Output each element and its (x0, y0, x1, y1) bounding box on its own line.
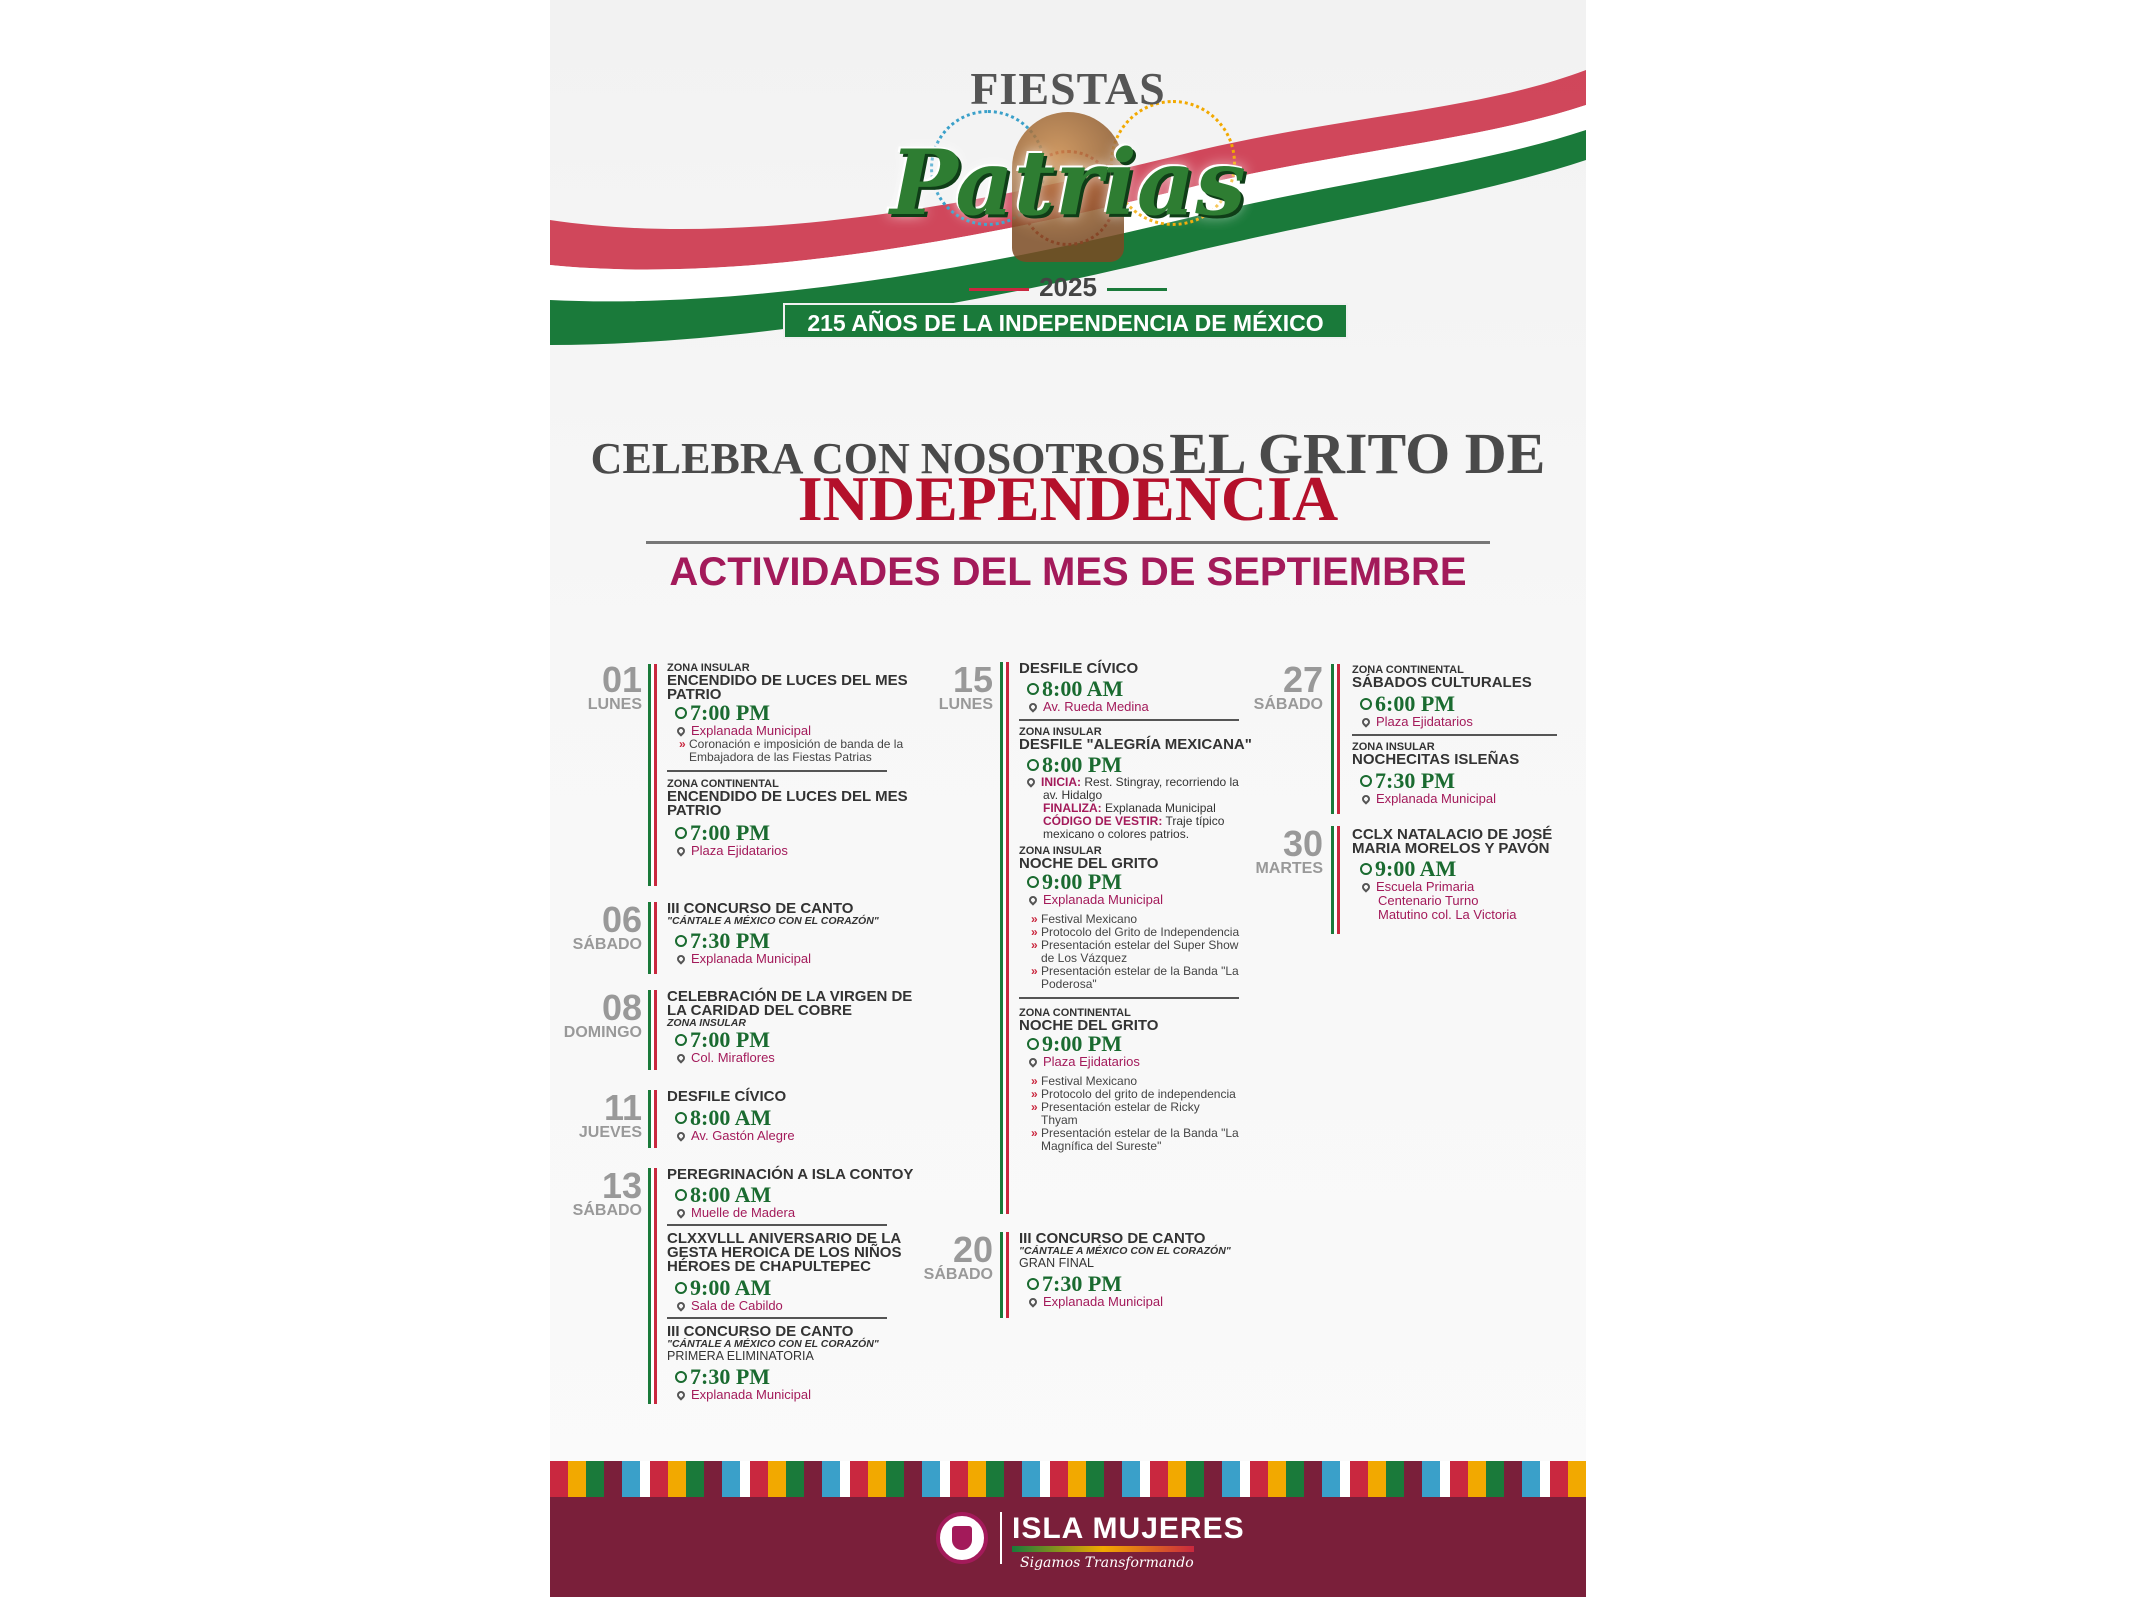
event-title: ENCENDIDO DE LUCES DEL MES PATRIO (667, 672, 908, 703)
footer-slogan: Sigamos Transformando (1020, 1555, 1194, 1571)
event-place: Sala de Cabildo (675, 1299, 917, 1313)
header-fiestas: FIESTAS (970, 63, 1166, 114)
location-pin-icon (675, 845, 686, 856)
event-place: Explanada Municipal (1360, 792, 1577, 806)
event-time: 7:30 PM (1027, 1273, 1269, 1295)
event-bullet: » Presentación estelar del Super Show de Los Vázquez (1041, 939, 1246, 965)
day-name: LUNES (938, 696, 993, 713)
event (667, 902, 917, 966)
day-name: MARTES (1255, 860, 1323, 877)
headline-independencia: INDEPENDENCIA (797, 463, 1339, 534)
event-title: NOCHE DEL GRITO (1019, 1017, 1159, 1034)
event-note: GRAN FINAL (1019, 1256, 1095, 1270)
flag-bars (1000, 662, 1009, 1214)
decorative-pattern-strip (550, 1461, 1586, 1497)
event-title: SÁBADOS CULTURALES (1352, 674, 1532, 691)
day-name: LUNES (587, 696, 642, 713)
location-pin-icon (1027, 894, 1038, 905)
event-zone: ZONA CONTINENTAL (667, 778, 779, 790)
event-zone: ZONA INSULAR (667, 662, 750, 674)
event-title: DESFILE "ALEGRÍA MEXICANA" (1019, 736, 1252, 753)
event (1352, 664, 1577, 806)
location-pin-icon (675, 1300, 686, 1311)
event-time: 9:00 AM (1360, 858, 1577, 880)
location-pin-icon (1360, 793, 1371, 804)
event-title: DESFILE CÍVICO (1019, 660, 1139, 677)
day-number: 15 (952, 659, 993, 700)
header-year: 2025 (550, 272, 1586, 303)
event-place: Plaza Ejidatarios (675, 844, 917, 858)
location-pin-icon (1027, 1296, 1038, 1307)
separator (1352, 734, 1557, 736)
clock-icon (675, 1282, 687, 1294)
subtitle: ACTIVIDADES DEL MES DE SEPTIEMBRE (669, 550, 1467, 594)
flag-bars (648, 990, 657, 1070)
event-place: Muelle de Madera (675, 1206, 917, 1220)
event-place: Av. Rueda Medina (1027, 700, 1269, 714)
flag-bars (648, 902, 657, 974)
location-pin-icon (1025, 776, 1036, 787)
location-pin-icon (675, 1389, 686, 1400)
flag-bars (648, 664, 657, 886)
event-zone: ZONA INSULAR (1019, 845, 1102, 857)
event-place: Explanada Municipal (675, 1388, 917, 1402)
location-pin-icon (1027, 1056, 1038, 1067)
flag-bars (1331, 826, 1340, 934)
event-place: Escuela Primaria Centenario Turno Matutino col. La Victoria (1360, 880, 1528, 922)
clock-icon (675, 1189, 687, 1201)
day-number: 06 (601, 899, 642, 940)
clock-icon (1027, 683, 1039, 695)
event-detail-end: FINALIZA: Explanada Municipal (1043, 801, 1216, 815)
clock-icon (675, 935, 687, 947)
event-place: Explanada Municipal (1027, 893, 1269, 907)
event-time: 7:00 PM (675, 702, 917, 724)
clock-icon (1027, 876, 1039, 888)
event-title: NOCHECITAS ISLEÑAS (1352, 751, 1520, 768)
clock-icon (1360, 863, 1372, 875)
day-number: 27 (1282, 659, 1323, 700)
event-time: 8:00 AM (1027, 678, 1269, 700)
event-place: Plaza Ejidatarios (1360, 715, 1577, 729)
event-time: 7:00 PM (675, 822, 917, 844)
clock-icon (675, 707, 687, 719)
event-bullet: » Presentación estelar de la Banda "La Poderosa" (1041, 965, 1266, 991)
location-pin-icon (1360, 881, 1371, 892)
location-pin-icon (675, 1130, 686, 1141)
event-bullet: » Presentación estelar de Ricky Thyam (1041, 1101, 1201, 1127)
clock-icon (1360, 775, 1372, 787)
event-time: 9:00 PM (1027, 1033, 1269, 1055)
day-name: SÁBADO (572, 936, 642, 953)
event-title: ENCENDIDO DE LUCES DEL MES PATRIO (667, 788, 908, 819)
clock-icon (1027, 759, 1039, 771)
separator (667, 1317, 887, 1319)
event-subtitle: "CÁNTALE A MÉXICO CON EL CORAZÓN" (1019, 1245, 1231, 1257)
separator (667, 770, 887, 772)
separator (667, 1224, 887, 1226)
day-name: SÁBADO (1253, 696, 1323, 713)
day-name: SÁBADO (572, 1202, 642, 1219)
event-time: 8:00 PM (1027, 754, 1269, 776)
event (667, 662, 917, 858)
event-bullet: » Festival Mexicano (1041, 913, 1269, 926)
footer-color-bar (1012, 1546, 1194, 1552)
clock-icon (675, 1034, 687, 1046)
divider (646, 541, 1490, 544)
event (1019, 1232, 1269, 1309)
event-subtitle: ZONA INSULAR (667, 1017, 746, 1029)
event-time: 6:00 PM (1360, 693, 1577, 715)
location-pin-icon (675, 953, 686, 964)
event-title: PEREGRINACIÓN A ISLA CONTOY (667, 1166, 914, 1183)
event-bullet: » Protocolo del grito de independencia (1041, 1088, 1241, 1101)
location-pin-icon (675, 725, 686, 736)
event-title: CELEBRACIÓN DE LA VIRGEN DE LA CARIDAD DEL COBRE (667, 988, 913, 1019)
event-detail-dresscode: CÓDIGO DE VESTIR: Traje típico mexicano o colores patrios. (1043, 814, 1225, 841)
headline-big: EL GRITO DE (1169, 421, 1546, 486)
clock-icon (675, 827, 687, 839)
day-name: DOMINGO (563, 1024, 642, 1041)
event-detail-start: INICIA: Rest. Stingray, recorriendo la av. Hidalgo (1043, 776, 1243, 802)
day-number: 08 (601, 987, 642, 1028)
flag-bars (648, 1090, 657, 1148)
event-title: CLXXVLLL ANIVERSARIO DE LA GESTA HEROICA DE LOS NIÑOS HÉROES DE CHAPULTEPEC (667, 1230, 902, 1275)
day-number: 20 (952, 1229, 993, 1270)
event-zone: ZONA INSULAR (1019, 726, 1102, 738)
flag-bars (648, 1168, 657, 1404)
flag-bars (1000, 1232, 1009, 1318)
event-time: 7:30 PM (675, 930, 917, 952)
municipal-seal-icon (936, 1512, 988, 1564)
event-time: 8:00 AM (675, 1184, 917, 1206)
poster (550, 0, 1586, 1597)
location-pin-icon (1027, 701, 1038, 712)
event (1019, 662, 1269, 1153)
footer-divider (1000, 1512, 1002, 1564)
event-time: 8:00 AM (675, 1107, 917, 1129)
event-time: 9:00 AM (675, 1277, 917, 1299)
event-bullet: » Protocolo del Grito de Independencia (1041, 926, 1241, 939)
event-subtitle: "CÁNTALE A MÉXICO CON EL CORAZÓN" (667, 1338, 879, 1350)
event-title: III CONCURSO DE CANTO (667, 900, 854, 917)
location-pin-icon (675, 1052, 686, 1063)
separator (1019, 719, 1239, 721)
event-time: 9:00 PM (1027, 871, 1269, 893)
footer-brand: ISLA MUJERES (1012, 1512, 1245, 1545)
event-bullet: » Presentación estelar de la Banda "La Magnífica del Sureste" (1041, 1127, 1266, 1153)
day-number: 13 (601, 1165, 642, 1206)
event (667, 1090, 917, 1143)
event-subtitle: "CÁNTALE A MÉXICO CON EL CORAZÓN" (667, 915, 879, 927)
separator (1019, 997, 1239, 999)
header-banner: 215 AÑOS DE LA INDEPENDENCIA DE MÉXICO (783, 303, 1348, 339)
clock-icon (675, 1371, 687, 1383)
event-place: Explanada Municipal (675, 952, 917, 966)
day-name: SÁBADO (923, 1266, 993, 1283)
event-zone: ZONA CONTINENTAL (1019, 1007, 1131, 1019)
header-patrias: Patrias (890, 130, 1246, 236)
event-title: III CONCURSO DE CANTO (1019, 1230, 1206, 1247)
clock-icon (1360, 698, 1372, 710)
location-pin-icon (1360, 716, 1371, 727)
day-number: 11 (603, 1087, 642, 1128)
day-number: 01 (601, 659, 642, 700)
event (1352, 828, 1577, 922)
event-zone: ZONA INSULAR (1352, 741, 1435, 753)
event (667, 1168, 917, 1402)
day-name: JUEVES (578, 1124, 642, 1141)
location-pin-icon (675, 1207, 686, 1218)
event-place: Explanada Municipal (1027, 1295, 1269, 1309)
event-time: 7:30 PM (675, 1366, 917, 1388)
headline-small: CELEBRA CON NOSOTROS (590, 434, 1166, 483)
event (667, 990, 917, 1065)
day-number: 30 (1282, 823, 1323, 864)
event-title: III CONCURSO DE CANTO (667, 1323, 854, 1340)
clock-icon (1027, 1038, 1039, 1050)
event-place: Explanada Municipal (675, 724, 917, 738)
event-zone: ZONA CONTINENTAL (1352, 664, 1464, 676)
event-bullet: » Coronación e imposición de banda de la Embajadora de las Fiestas Patrias (689, 738, 909, 764)
flag-bars (1331, 664, 1340, 814)
event-title: CCLX NATALACIO DE JOSÉ MARIA MORELOS Y PAVÓN (1352, 826, 1553, 857)
event-title: NOCHE DEL GRITO (1019, 855, 1159, 872)
event-title: DESFILE CÍVICO (667, 1088, 787, 1105)
event-place: Plaza Ejidatarios (1027, 1055, 1269, 1069)
clock-icon (675, 1112, 687, 1124)
event-place: Col. Miraflores (675, 1051, 917, 1065)
clock-icon (1027, 1278, 1039, 1290)
event-time: 7:30 PM (1360, 770, 1577, 792)
event-time: 7:00 PM (675, 1029, 917, 1051)
event-note: PRIMERA ELIMINATORIA (667, 1349, 814, 1363)
event-place: Av. Gastón Alegre (675, 1129, 917, 1143)
event-bullet: » Festival Mexicano (1041, 1075, 1269, 1088)
